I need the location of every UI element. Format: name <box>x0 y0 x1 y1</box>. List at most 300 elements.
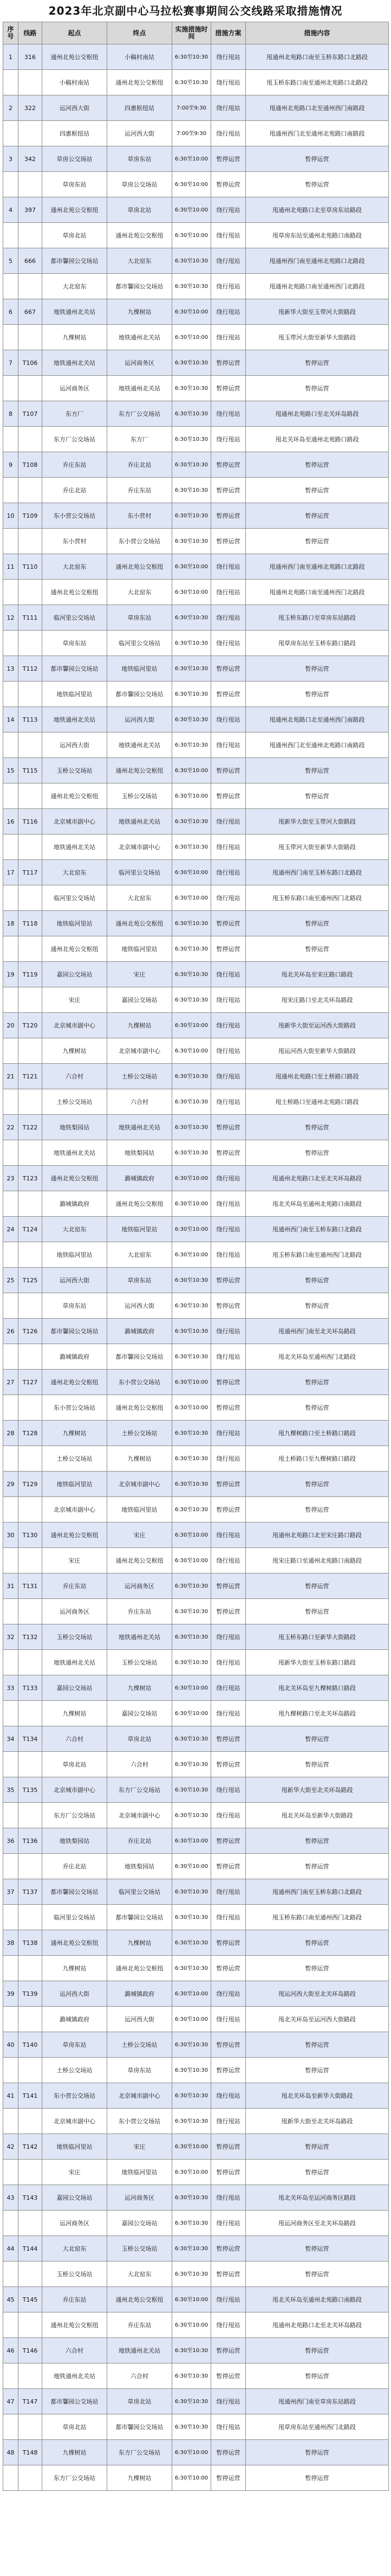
cell-desc: 甩北关环岛至运河商务区路段 <box>246 2185 389 2211</box>
cell-index: 19 <box>3 962 18 987</box>
cell-plan: 绕行甩站 <box>211 1038 246 1064</box>
cell-route: T129 <box>18 1472 42 1497</box>
cell-desc: 甩新华大街至北关环岛路段 <box>246 1777 389 1803</box>
cell-end: 嘉园公交场站 <box>107 2211 172 2236</box>
cell-route <box>18 1701 42 1726</box>
cell-time: 6:30至10:00 <box>172 1701 211 1726</box>
cell-end: 草房北站 <box>107 1726 172 1752</box>
cell-start: 地铁通州北关站 <box>42 707 107 733</box>
cell-route <box>18 427 42 452</box>
cell-time: 6:30至10:30 <box>172 1319 211 1344</box>
cell-index <box>3 2160 18 2185</box>
cell-desc: 甩九棵树路口至土桥路口路段 <box>246 1421 389 1446</box>
cell-index: 46 <box>3 2338 18 2363</box>
table-row <box>3 1472 389 1497</box>
cell-start: 地铁通州北关站 <box>42 350 107 376</box>
cell-desc: 暂停运营 <box>246 2363 389 2389</box>
cell-desc: 暂停运营 <box>246 2160 389 2185</box>
cell-route <box>18 834 42 860</box>
table-row <box>3 936 389 962</box>
cell-desc: 暂停运营 <box>246 2440 389 2465</box>
cell-time: 6:30至10:30 <box>172 605 211 631</box>
cell-start: 大北窑东 <box>42 1217 107 1242</box>
cell-time: 6:30至10:30 <box>172 1421 211 1446</box>
cell-end: 北京城市副中心 <box>107 1803 172 1828</box>
cell-desc: 暂停运营 <box>246 2236 389 2262</box>
cell-index <box>3 1752 18 1777</box>
cell-time: 6:30至10:30 <box>172 809 211 834</box>
cell-start: 东小营公交场站 <box>42 2083 107 2109</box>
cell-start: 草房北站 <box>42 223 107 248</box>
cell-route: T126 <box>18 1319 42 1344</box>
cell-route: T138 <box>18 1930 42 1956</box>
cell-start: 地铁梨园站 <box>42 1115 107 1140</box>
cell-route: T127 <box>18 1370 42 1395</box>
cell-end: 九棵树站 <box>107 299 172 325</box>
cell-desc: 暂停运营 <box>246 452 389 478</box>
cell-time: 6:30至10:30 <box>172 1268 211 1293</box>
cell-start: 玉桥公交场站 <box>42 1624 107 1650</box>
cell-start: 草房北站 <box>42 1752 107 1777</box>
cell-desc: 甩通州西门南至北关环岛路段 <box>246 1319 389 1344</box>
cell-plan: 暂停运营 <box>211 1828 246 1854</box>
cell-start: 通州北苑公交枢纽 <box>42 197 107 223</box>
cell-index: 28 <box>3 1421 18 1446</box>
cell-desc: 甩通州北苑路口至土桥路口路段 <box>246 1064 389 1089</box>
cell-plan: 暂停运营 <box>211 172 246 197</box>
cell-index: 16 <box>3 809 18 834</box>
cell-time: 6:30至10:30 <box>172 1573 211 1599</box>
cell-time: 6:30至10:30 <box>172 1472 211 1497</box>
cell-plan: 暂停运营 <box>211 1930 246 1956</box>
table-row <box>3 1854 389 1879</box>
cell-start: 通州北苑公交枢纽 <box>42 1523 107 1548</box>
cell-plan: 暂停运营 <box>211 1956 246 1981</box>
cell-time: 6:30至10:30 <box>172 1752 211 1777</box>
cell-time: 6:30至10:30 <box>172 936 211 962</box>
cell-plan: 绕行甩站 <box>211 631 246 656</box>
cell-route <box>18 1089 42 1115</box>
cell-desc: 甩新华大街至玉带河大街路段 <box>246 299 389 325</box>
cell-time: 6:30至10:00 <box>172 1370 211 1395</box>
cell-route <box>18 2007 42 2032</box>
cell-route: T131 <box>18 1573 42 1599</box>
cell-time: 6:30至10:30 <box>172 834 211 860</box>
table-body <box>3 44 389 2491</box>
cell-start: 乔庄东站 <box>42 2287 107 2312</box>
cell-start: 都市馨园公交场站 <box>42 656 107 682</box>
cell-plan: 绕行甩站 <box>211 427 246 452</box>
cell-start: 都市馨园公交场站 <box>42 1879 107 1905</box>
cell-start: 通州北苑公交枢纽 <box>42 936 107 962</box>
cell-time: 6:30至10:30 <box>172 1956 211 1981</box>
cell-plan: 暂停运营 <box>211 2058 246 2083</box>
cell-plan: 绕行甩站 <box>211 1446 246 1472</box>
cell-time: 6:30至10:30 <box>172 1064 211 1089</box>
cell-end: 地铁通州北关站 <box>107 325 172 350</box>
cell-desc: 暂停运营 <box>246 2134 389 2160</box>
cell-route <box>18 783 42 809</box>
cell-start: 宋庄 <box>42 1548 107 1573</box>
cell-index <box>3 1242 18 1268</box>
cell-start: 草房东站 <box>42 2032 107 2058</box>
cell-start: 地铁临河里站 <box>42 911 107 936</box>
cell-time: 6:30至10:30 <box>172 401 211 427</box>
header-index: 序号 <box>3 22 18 44</box>
cell-time: 6:30至10:30 <box>172 1650 211 1675</box>
cell-time: 6:30至10:00 <box>172 325 211 350</box>
cell-time: 6:30至10:00 <box>172 1013 211 1038</box>
cell-route <box>18 631 42 656</box>
table-row <box>3 452 389 478</box>
cell-end: 临河里公交场站 <box>107 860 172 885</box>
cell-start: 东方厂 <box>42 401 107 427</box>
cell-start: 土桥公交场站 <box>42 1446 107 1472</box>
cell-route <box>18 478 42 503</box>
cell-index <box>3 936 18 962</box>
cell-plan: 暂停运营 <box>211 1472 246 1497</box>
cell-time: 6:30至10:00 <box>172 758 211 783</box>
cell-time: 6:30至10:00 <box>172 2134 211 2160</box>
cell-plan: 暂停运营 <box>211 1854 246 1879</box>
cell-plan: 暂停运营 <box>211 682 246 707</box>
table-row <box>3 2414 389 2440</box>
table-row <box>3 1217 389 1242</box>
cell-start: 东方厂公交场站 <box>42 2465 107 2491</box>
cell-desc: 暂停运营 <box>246 1395 389 1421</box>
table-row <box>3 529 389 554</box>
cell-plan: 绕行甩站 <box>211 1675 246 1701</box>
cell-route: T119 <box>18 962 42 987</box>
cell-route <box>18 1140 42 1166</box>
table-row <box>3 1344 389 1370</box>
cell-desc: 甩北关环岛至九棵树路口路段 <box>246 1675 389 1701</box>
cell-route <box>18 172 42 197</box>
cell-index: 35 <box>3 1777 18 1803</box>
cell-end: 九棵树站 <box>107 1013 172 1038</box>
table-row <box>3 987 389 1013</box>
cell-start: 六合村 <box>42 1726 107 1752</box>
cell-end: 小稿村南站 <box>107 44 172 70</box>
cell-start: 地铁临河里站 <box>42 682 107 707</box>
cell-start: 北京城市副中心 <box>42 1013 107 1038</box>
cell-index: 3 <box>3 146 18 172</box>
cell-start: 六合村 <box>42 2338 107 2363</box>
cell-time: 6:30至10:00 <box>172 1166 211 1191</box>
cell-index: 5 <box>3 248 18 274</box>
cell-route <box>18 325 42 350</box>
cell-end: 通州北苑公交枢纽 <box>107 1548 172 1573</box>
cell-plan: 绕行甩站 <box>211 1319 246 1344</box>
cell-start: 通州北苑公交枢纽 <box>42 1370 107 1395</box>
table-row <box>3 631 389 656</box>
cell-plan: 暂停运营 <box>211 1573 246 1599</box>
cell-start: 九棵树站 <box>42 1701 107 1726</box>
table-row <box>3 656 389 682</box>
cell-index: 40 <box>3 2032 18 2058</box>
cell-desc: 甩运河西大街至新华大街路段 <box>246 1038 389 1064</box>
cell-index: 6 <box>3 299 18 325</box>
cell-time: 6:30至10:00 <box>172 2440 211 2465</box>
table-row <box>3 503 389 529</box>
table-row <box>3 478 389 503</box>
cell-plan: 绕行甩站 <box>211 401 246 427</box>
cell-plan: 绕行甩站 <box>211 70 246 95</box>
cell-start: 地铁临河里站 <box>42 2134 107 2160</box>
cell-start: 通州北苑公交枢纽 <box>42 1930 107 1956</box>
cell-end: 地铁临河里站 <box>107 1497 172 1523</box>
cell-plan: 暂停运营 <box>211 1293 246 1319</box>
cell-route: T106 <box>18 350 42 376</box>
cell-plan: 暂停运营 <box>211 452 246 478</box>
cell-route: T110 <box>18 554 42 580</box>
table-row <box>3 1573 389 1599</box>
cell-time: 6:30至10:30 <box>172 1879 211 1905</box>
table-row <box>3 44 389 70</box>
cell-plan: 暂停运营 <box>211 1395 246 1421</box>
cell-index: 14 <box>3 707 18 733</box>
cell-end: 草房东站 <box>107 2058 172 2083</box>
table-row <box>3 1242 389 1268</box>
cell-index <box>3 1497 18 1523</box>
cell-index <box>3 1599 18 1624</box>
cell-time: 6:30至10:00 <box>172 1981 211 2007</box>
cell-time: 6:30至10:30 <box>172 478 211 503</box>
cell-end: 九棵树站 <box>107 1930 172 1956</box>
cell-desc: 甩通州北苑路口南至通州西门北路段 <box>246 274 389 299</box>
cell-time: 6:30至10:30 <box>172 2389 211 2414</box>
measures-table <box>3 22 389 2491</box>
cell-plan: 暂停运营 <box>211 1370 246 1395</box>
cell-route: T116 <box>18 809 42 834</box>
cell-start: 地铁通州北关站 <box>42 2363 107 2389</box>
cell-time: 6:30至10:30 <box>172 2262 211 2287</box>
cell-route <box>18 885 42 911</box>
cell-time: 6:30至10:00 <box>172 2312 211 2338</box>
cell-desc: 甩通州北苑路口北至北关环岛路段 <box>246 2312 389 2338</box>
cell-end: 大北窑东 <box>107 2262 172 2287</box>
cell-desc: 甩通州北苑路口北至通州西门南路段 <box>246 707 389 733</box>
cell-time: 6:30至10:00 <box>172 1242 211 1268</box>
table-row <box>3 1089 389 1115</box>
cell-desc: 暂停运营 <box>246 503 389 529</box>
cell-route <box>18 274 42 299</box>
cell-desc: 甩北关环岛至通州北苑路口南路段 <box>246 1191 389 1217</box>
cell-plan: 暂停运营 <box>211 503 246 529</box>
cell-route <box>18 682 42 707</box>
cell-route: T121 <box>18 1064 42 1089</box>
cell-index <box>3 2058 18 2083</box>
cell-start: 临河里公交场站 <box>42 605 107 631</box>
cell-end: 乔庄东站 <box>107 478 172 503</box>
cell-route <box>18 121 42 146</box>
cell-end: 草房东站 <box>107 605 172 631</box>
cell-route <box>18 1956 42 1981</box>
cell-start: 地铁通州北关站 <box>42 834 107 860</box>
cell-route <box>18 2312 42 2338</box>
cell-start: 潞城镇政府 <box>42 1191 107 1217</box>
cell-start: 宋庄 <box>42 987 107 1013</box>
cell-plan: 暂停运营 <box>211 936 246 962</box>
cell-time: 6:30至10:30 <box>172 70 211 95</box>
cell-index <box>3 1344 18 1370</box>
cell-end: 玉桥公交场站 <box>107 2236 172 2262</box>
cell-end: 东小营公交场站 <box>107 529 172 554</box>
cell-desc: 暂停运营 <box>246 1293 389 1319</box>
cell-route: T145 <box>18 2287 42 2312</box>
cell-start: 地铁通州北关站 <box>42 299 107 325</box>
cell-desc: 甩土桥路口至九棵树路口路段 <box>246 1446 389 1472</box>
cell-index <box>3 1548 18 1573</box>
cell-time: 6:30至10:00 <box>172 299 211 325</box>
cell-route: T118 <box>18 911 42 936</box>
cell-index: 38 <box>3 1930 18 1956</box>
cell-plan: 绕行甩站 <box>211 299 246 325</box>
cell-index <box>3 1956 18 1981</box>
cell-end: 嘉园公交场站 <box>107 987 172 1013</box>
cell-end: 通州北苑公交枢纽 <box>107 70 172 95</box>
cell-end: 大北窑东 <box>107 885 172 911</box>
cell-route: T112 <box>18 656 42 682</box>
cell-index <box>3 834 18 860</box>
cell-start: 大北窑东 <box>42 274 107 299</box>
cell-desc: 暂停运营 <box>246 936 389 962</box>
cell-end: 大北窑东 <box>107 248 172 274</box>
cell-end: 东小营村 <box>107 503 172 529</box>
cell-desc: 暂停运营 <box>246 376 389 401</box>
cell-plan: 绕行甩站 <box>211 1879 246 1905</box>
cell-plan: 绕行甩站 <box>211 2287 246 2312</box>
cell-end: 草房东站 <box>107 146 172 172</box>
header-end: 终点 <box>107 22 172 44</box>
cell-index: 39 <box>3 1981 18 2007</box>
cell-desc: 甩通州西门南至玉桥东路口北路段 <box>246 860 389 885</box>
table-row <box>3 783 389 809</box>
cell-desc: 暂停运营 <box>246 1268 389 1293</box>
table-row <box>3 1166 389 1191</box>
cell-desc: 甩北关环岛至新华大街路段 <box>246 2083 389 2109</box>
cell-start: 大北窑东 <box>42 554 107 580</box>
cell-desc: 甩九棵树路口至北关环岛路段 <box>246 1701 389 1726</box>
cell-end: 草房公交场站 <box>107 172 172 197</box>
cell-desc: 甩玉桥东路口至新华大街路段 <box>246 1624 389 1650</box>
table-row <box>3 1395 389 1421</box>
cell-route <box>18 2363 42 2389</box>
cell-end: 九棵树站 <box>107 2465 172 2491</box>
cell-time: 6:30至10:00 <box>172 1217 211 1242</box>
cell-desc: 暂停运营 <box>246 2058 389 2083</box>
cell-desc: 暂停运营 <box>246 1573 389 1599</box>
cell-time: 6:30至10:00 <box>172 580 211 605</box>
cell-route: 667 <box>18 299 42 325</box>
table-row <box>3 1140 389 1166</box>
cell-desc: 甩通州西门南至玉桥东路口北路段 <box>246 1217 389 1242</box>
cell-start: 北京城市副中心 <box>42 1497 107 1523</box>
table-row <box>3 1752 389 1777</box>
cell-route <box>18 1905 42 1930</box>
cell-start: 嘉园公交场站 <box>42 2185 107 2211</box>
cell-plan: 暂停运营 <box>211 350 246 376</box>
table-row <box>3 2083 389 2109</box>
cell-index: 1 <box>3 44 18 70</box>
cell-time: 6:30至10:00 <box>172 223 211 248</box>
cell-route: T130 <box>18 1523 42 1548</box>
cell-end: 宋庄 <box>107 2134 172 2160</box>
cell-end: 通州北苑公交枢纽 <box>107 1191 172 1217</box>
cell-index <box>3 1293 18 1319</box>
cell-start: 九棵树站 <box>42 1956 107 1981</box>
cell-plan: 暂停运营 <box>211 656 246 682</box>
cell-route: T125 <box>18 1268 42 1293</box>
cell-index <box>3 274 18 299</box>
cell-plan: 绕行甩站 <box>211 2185 246 2211</box>
cell-time: 6:30至10:30 <box>172 1599 211 1624</box>
cell-end: 六合村 <box>107 2363 172 2389</box>
cell-plan: 暂停运营 <box>211 2032 246 2058</box>
cell-desc: 甩新华大街至玉带河大街路段 <box>246 809 389 834</box>
cell-plan: 绕行甩站 <box>211 1905 246 1930</box>
cell-index <box>3 1905 18 1930</box>
table-row <box>3 1319 389 1344</box>
cell-route <box>18 1038 42 1064</box>
cell-end: 宋庄 <box>107 1523 172 1548</box>
cell-end: 东方厂公交场站 <box>107 2440 172 2465</box>
cell-desc: 暂停运营 <box>246 1752 389 1777</box>
cell-end: 运河商务区 <box>107 2185 172 2211</box>
cell-plan: 暂停运营 <box>211 1726 246 1752</box>
cell-end: 大北窑东 <box>107 1242 172 1268</box>
cell-start: 北京城市副中心 <box>42 809 107 834</box>
cell-desc: 暂停运营 <box>246 172 389 197</box>
cell-time: 6:30至10:30 <box>172 631 211 656</box>
cell-route: T140 <box>18 2032 42 2058</box>
cell-plan: 暂停运营 <box>211 1599 246 1624</box>
table-row <box>3 2211 389 2236</box>
cell-desc: 暂停运营 <box>246 1140 389 1166</box>
cell-index: 12 <box>3 605 18 631</box>
cell-index <box>3 2211 18 2236</box>
cell-time: 6:30至10:30 <box>172 274 211 299</box>
cell-desc: 甩新华大街至运河西大街路段 <box>246 1013 389 1038</box>
cell-plan: 绕行甩站 <box>211 1523 246 1548</box>
cell-index <box>3 121 18 146</box>
cell-start: 草房东站 <box>42 1293 107 1319</box>
table-row <box>3 1624 389 1650</box>
cell-end: 六合村 <box>107 1752 172 1777</box>
cell-time: 6:30至10:30 <box>172 733 211 758</box>
cell-route: 322 <box>18 95 42 121</box>
cell-plan: 绕行甩站 <box>211 962 246 987</box>
cell-desc: 甩北关环岛至新华大街路段 <box>246 1803 389 1828</box>
cell-end: 土桥公交场站 <box>107 1421 172 1446</box>
cell-end: 草房北站 <box>107 197 172 223</box>
table-row <box>3 2236 389 2262</box>
cell-route: 316 <box>18 44 42 70</box>
cell-index <box>3 70 18 95</box>
cell-desc: 甩宋庄路口至通州北苑路口南路段 <box>246 1548 389 1573</box>
cell-start: 东方厂公交场站 <box>42 1803 107 1828</box>
cell-desc: 甩北关环岛至通州北苑路口路段 <box>246 427 389 452</box>
cell-plan: 绕行甩站 <box>211 2414 246 2440</box>
cell-start: 玉桥公交场站 <box>42 2262 107 2287</box>
cell-desc: 暂停运营 <box>246 350 389 376</box>
cell-plan: 绕行甩站 <box>211 44 246 70</box>
cell-end: 地铁临河里站 <box>107 2160 172 2185</box>
table-row <box>3 350 389 376</box>
cell-start: 嘉园公交场站 <box>42 1675 107 1701</box>
cell-desc: 甩北关环岛至运河西大街路段 <box>246 2007 389 2032</box>
header-route: 线路 <box>18 22 42 44</box>
